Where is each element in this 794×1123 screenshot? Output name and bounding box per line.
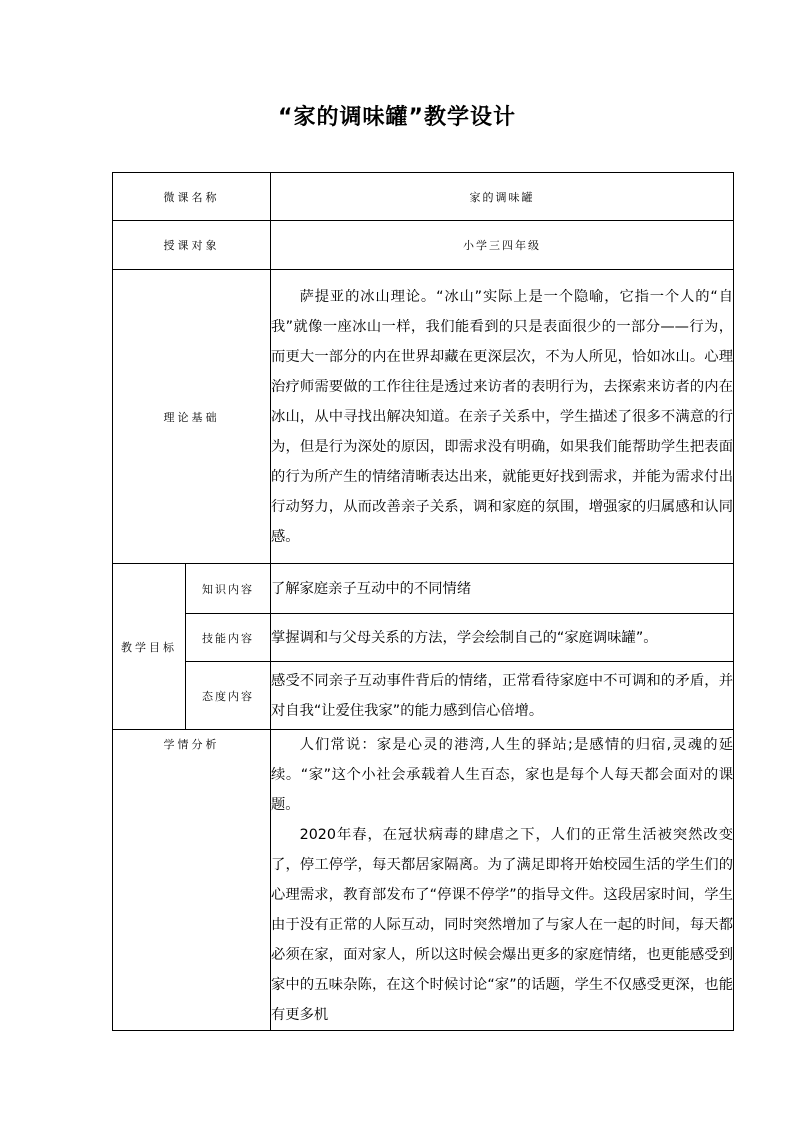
attitude-label: 态度内容 <box>186 662 271 730</box>
row-audience <box>113 221 734 270</box>
theory-cell <box>271 270 734 564</box>
audience-value: 小学三四年级 <box>271 221 734 270</box>
attitude-cell <box>271 662 734 730</box>
row-analysis <box>113 730 734 1031</box>
analysis-cell <box>271 730 734 1031</box>
audience-label: 授课对象 <box>113 221 271 270</box>
theory-label: 理论基础 <box>113 270 271 564</box>
theory-text: 萨提亚的冰山理论。“冰山”实际上是一个隐喻，它指一个人的“自我”就像一座冰山一样，我们能看到的只是表面很少的一部分——行为，而更大一部分的内在世界却藏在更深层次，不为人所见，恰如冰山。心理治疗师需要做的工作往往是透过来访者的表明行为，去探索来访者的内在冰山，从中寻找出解决知道。在亲子关系中，学生描述了很多不满意的行为，但是行为深处的原因，即需求没有明确，如果我们能帮助学生把表面的行为所产生的情绪清晰表达出来，就能更好找到需求，并能为需求付出行动努力，从而改善亲子关系，调和家庭的氛围，增强家的归属感和认同感。 <box>271 288 733 545</box>
row-goal-skill <box>113 614 734 662</box>
row-theory <box>113 270 734 564</box>
knowledge-text: 了解家庭亲子互动中的不同情绪 <box>271 580 472 597</box>
knowledge-label: 知识内容 <box>186 564 271 614</box>
document-title: “家的调味罐”教学设计 <box>278 105 516 130</box>
skill-cell <box>271 614 734 662</box>
goals-label: 教学目标 <box>113 564 186 730</box>
lesson-plan-table <box>112 172 734 1031</box>
analysis-paragraph-1: 人们常说：家是心灵的港湾,人生的驿站;是感情的归宿,灵魂的延续。“家”这个小社会承载着人生百态，家也是每个人每天都会面对的课题。 <box>271 737 733 813</box>
skill-text: 掌握调和与父母关系的方法，学会绘制自己的“家庭调味罐”。 <box>271 629 658 646</box>
row-goal-knowledge <box>113 564 734 614</box>
row-course-name <box>113 173 734 221</box>
knowledge-cell <box>271 564 734 614</box>
analysis-label: 学情分析 <box>113 730 271 1031</box>
analysis-paragraph-2: 2020年春，在冠状病毒的肆虐之下，人们的正常生活被突然改变了，停工停学，每天都居家隔离。为了满足即将开始校园生活的学生们的心理需求，教育部发布了“停课不停学”的指导文件。这段居家时间，学生由于没有正常的人际互动，同时突然增加了与家人在一起的时间，每天都必须在家，面对家人，所以这时候会爆出更多的家庭情绪，也更能感受到家中的五味杂陈，在这个时候讨论“家”的话题，学生不仅感受更深，也能有更多机 <box>271 827 733 1023</box>
row-goal-attitude <box>113 662 734 730</box>
attitude-text: 感受不同亲子互动事件背后的情绪，正常看待家庭中不可调和的矛盾，并对自我“让爱住我家”的能力感到信心倍增。 <box>271 672 733 719</box>
course-name-label: 微课名称 <box>113 173 271 221</box>
course-name-value: 家的调味罐 <box>271 173 734 221</box>
skill-label: 技能内容 <box>186 614 271 662</box>
